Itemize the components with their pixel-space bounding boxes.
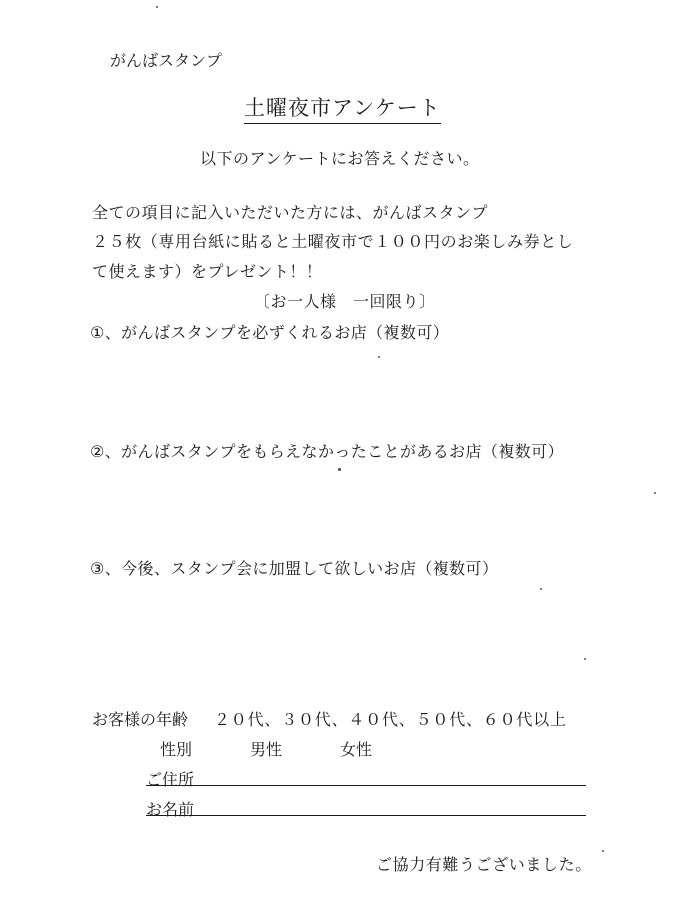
limit-note: 〔お一人様 一回限り〕 [254,292,436,311]
scan-speck [378,356,380,358]
intro-line-1: 全ての項目に記入いただいた方には、がんばスタンプ [92,203,489,222]
question-2: ②、がんばスタンプをもらえなかったことがあるお店（複数可） [90,442,564,461]
gender-option-male: 男性 [250,740,283,759]
stamp-program-label: がんばスタンプ [110,51,223,70]
scan-speck [584,658,586,660]
page-title: 土曜夜市アンケート [244,92,441,124]
gender-option-female: 女性 [340,740,373,759]
scan-speck [540,588,542,590]
question-3: ③、今後、スタンプ会に加盟して欲しいお店（複数可） [90,559,499,578]
name-write-line [146,815,586,816]
scan-speck [156,6,158,8]
scan-speck [338,468,341,471]
address-label: ご住所 [146,770,195,789]
scan-speck [654,492,656,494]
age-label: お客様の年齢 [92,710,189,729]
age-options: ２０代、３０代、４０代、５０代、６０代以上 [214,710,567,729]
address-write-line [146,785,586,786]
intro-line-2: ２５枚（専用台紙に貼ると土曜夜市で１００円のお楽しみ券とし [92,232,574,251]
closing-thanks: ご協力有難うございました。 [376,855,592,874]
question-1: ①、がんばスタンプを必ずくれるお店（複数可） [90,323,450,342]
intro-line-3: て使えます）をプレゼント！！ [92,262,323,281]
subtitle: 以下のアンケートにお答えください。 [200,149,480,168]
name-label: お名前 [146,800,195,819]
gender-label: 性別 [160,740,193,759]
scan-speck [602,850,604,852]
